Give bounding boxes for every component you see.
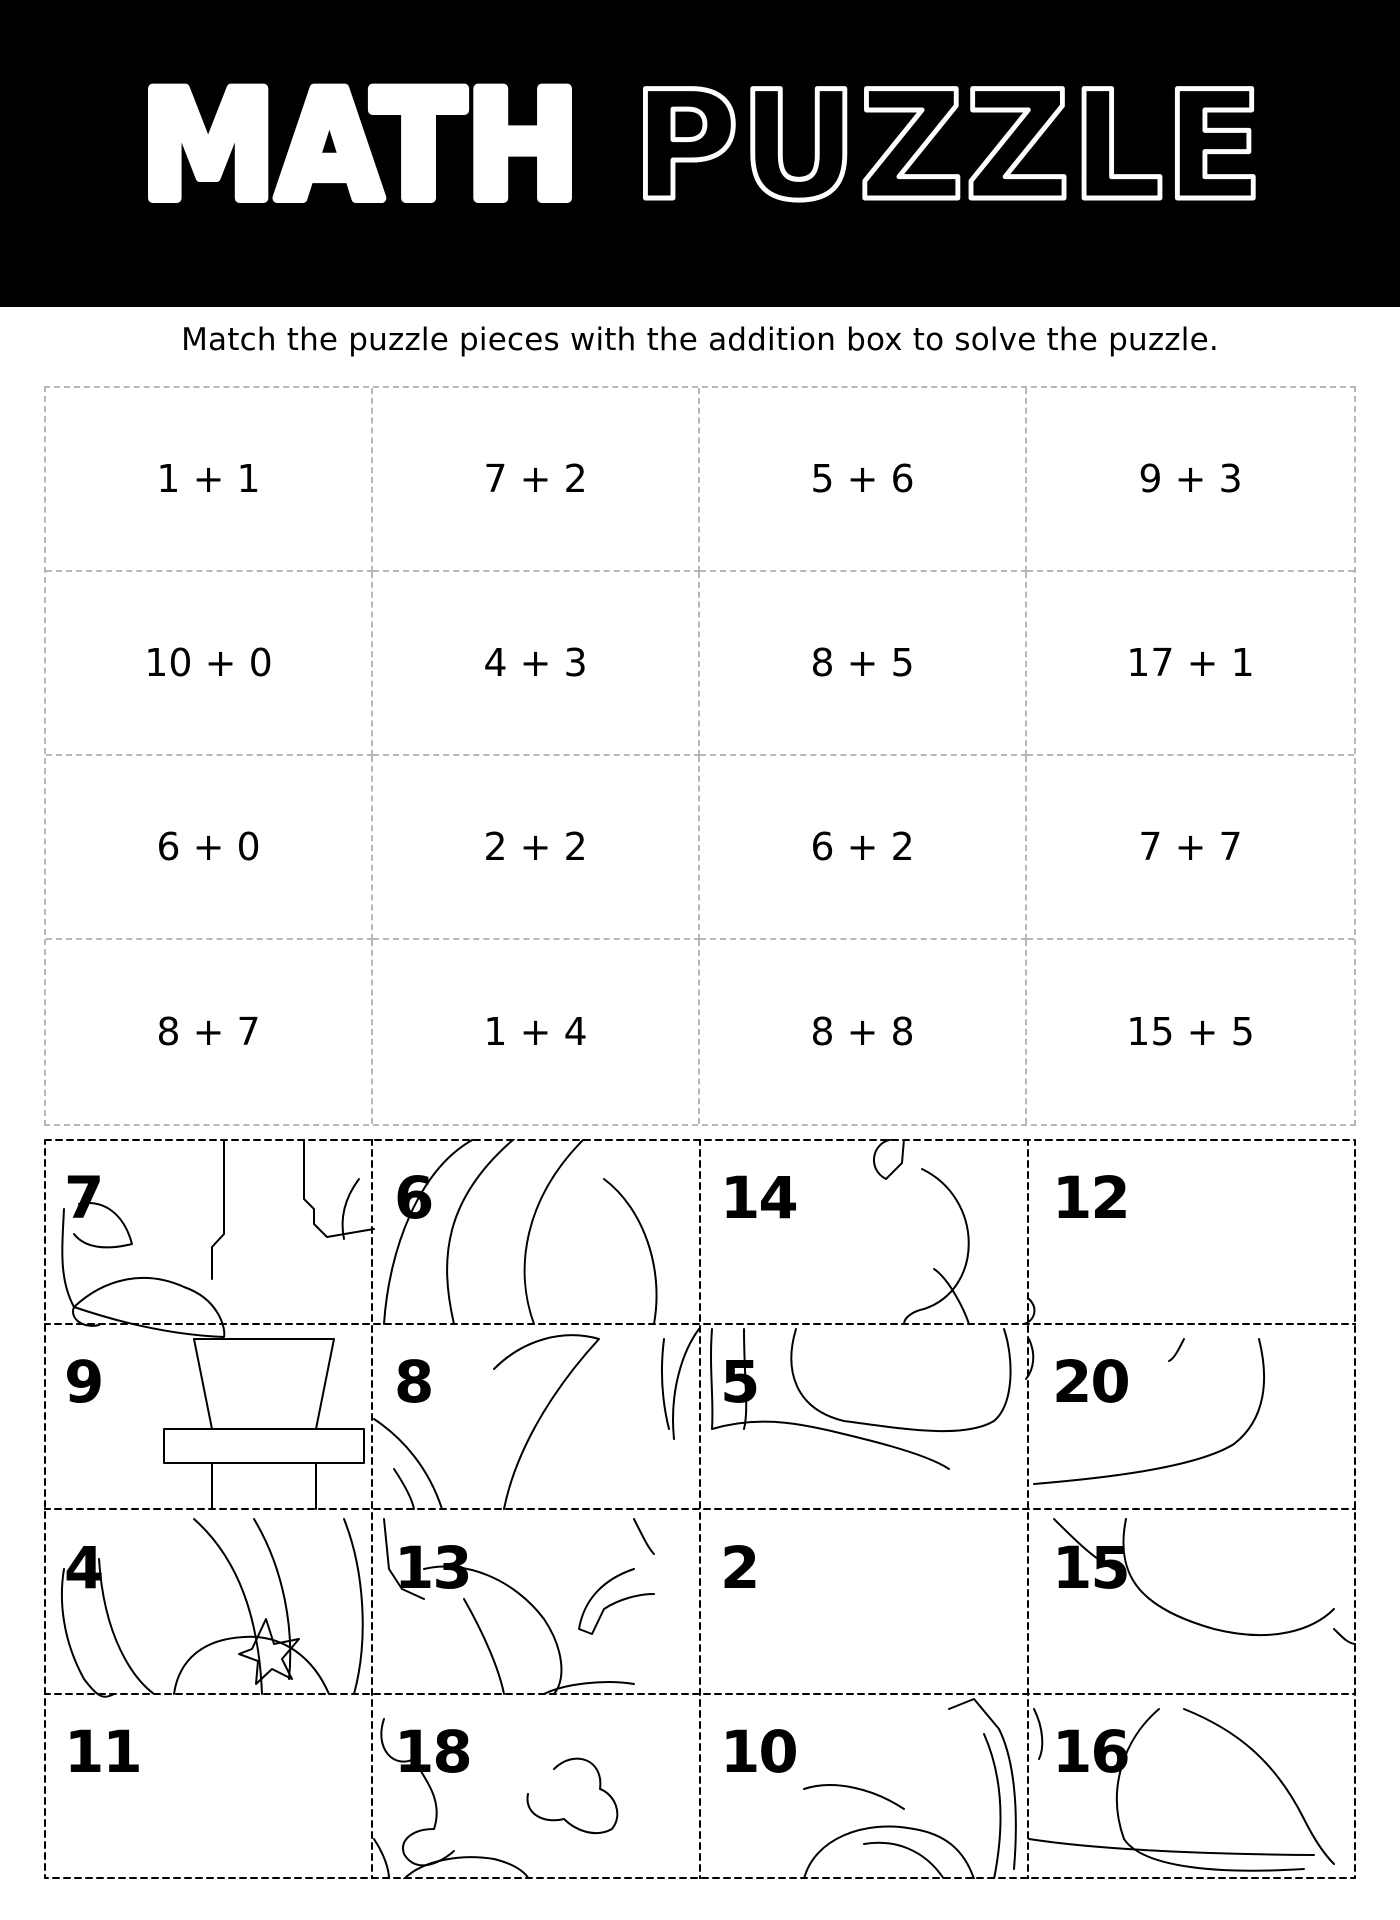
equation-cell: 6 + 0 [46,756,373,940]
equation-cell: 2 + 2 [373,756,700,940]
piece-number: 15 [1052,1534,1129,1602]
title-outline: PUZZLE [632,60,1264,234]
piece-art-14 [874,1139,969,1324]
equation-cell: 7 + 7 [1027,756,1354,940]
piece-number: 14 [720,1164,797,1232]
piece-art-7 [62,1139,374,1337]
equation-cell: 1 + 1 [46,388,373,572]
piece-number: 2 [720,1534,759,1602]
equation-cell: 15 + 5 [1126,1010,1255,1054]
equation-cell: 1 + 4 [373,940,700,1124]
puzzle-artwork [44,1139,1356,1879]
piece-number: 7 [64,1164,103,1232]
piece-number: 5 [720,1348,759,1416]
piece-number: 13 [394,1534,471,1602]
equation-cell: 17 + 1 [1027,572,1354,756]
header-banner [0,0,1400,307]
title-solid: MATH [140,60,580,234]
piece-number: 9 [64,1348,103,1416]
piece-number: 11 [64,1718,141,1786]
equation-cell: 7 + 2 [373,388,700,572]
equation-cell: 5 + 6 [700,388,1027,572]
piece-number: 18 [394,1718,471,1786]
equation-grid [44,386,1356,1126]
equation-cell: 6 + 2 [700,756,1027,940]
equation-cell: 4 + 3 [373,572,700,756]
page-title [0,0,1400,307]
piece-number: 4 [64,1534,103,1602]
piece-art-12 [1024,1299,1034,1324]
equation-cell: 10 + 0 [46,572,373,756]
instructions-text: Match the puzzle pieces with the addition box to solve the puzzle. [181,322,1219,358]
equation-cell: 8 + 8 [700,940,1027,1124]
piece-number: 16 [1052,1718,1129,1786]
piece-number: 10 [720,1718,797,1786]
piece-number: 12 [1052,1164,1129,1232]
puzzle-pieces-grid [44,1139,1356,1879]
piece-cut-lines [44,1139,1356,1879]
piece-number: 8 [394,1348,433,1416]
piece-number: 20 [1052,1348,1129,1416]
equation-cell: 8 + 5 [700,572,1027,756]
piece-art-5 [662,1329,1011,1469]
piece-art-4 [62,1519,363,1697]
piece-art-9 [164,1339,364,1509]
piece-number: 6 [394,1164,433,1232]
equation-cell: 8 + 7 [46,940,373,1124]
equation-cell: 9 + 3 [1027,388,1354,572]
piece-art-10 [804,1699,1016,1879]
